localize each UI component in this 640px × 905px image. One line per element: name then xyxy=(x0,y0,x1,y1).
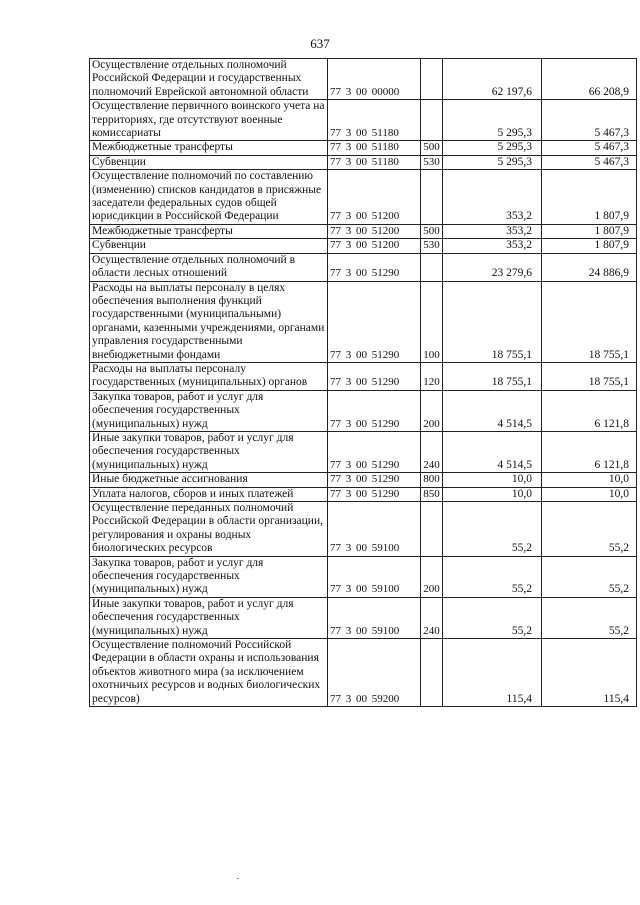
target-article-code: 77 3 00 59100 xyxy=(330,583,400,596)
row-amount-year1-cell: 62 197,6 xyxy=(443,59,542,100)
row-amount-year1-cell: 23 279,6 xyxy=(443,253,542,281)
row-name-cell: Расходы на выплаты персоналу в целях обеспечения выполнения функций государственными (муниципальными) органами, казенными учреждениями, органами управления государственными внебюджетными фондами xyxy=(90,281,328,362)
row-amount-year2-cell: 55,2 xyxy=(542,597,637,638)
row-amount-year1-cell: 55,2 xyxy=(443,502,542,557)
target-article-code: 77 3 00 51290 xyxy=(330,417,400,430)
row-code-cell xyxy=(328,502,421,557)
row-amount-year1-cell: 55,2 xyxy=(443,597,542,638)
row-code-cell xyxy=(328,170,421,225)
target-article-code: 77 3 00 51290 xyxy=(330,487,400,500)
row-name-cell: Осуществление переданных полномочий Российской Федерации в области организации, регулирования и охраны водных биологических ресурсов xyxy=(90,502,328,557)
table-row xyxy=(90,59,637,100)
row-name-cell: Иные закупки товаров, работ и услуг для обеспечения государственных (муниципальных) нужд xyxy=(90,597,328,638)
row-expense-type-cell: 500 xyxy=(421,141,443,155)
row-amount-year1-cell: 353,2 xyxy=(443,170,542,225)
row-amount-year2-cell: 115,4 xyxy=(542,639,637,707)
row-expense-type-cell xyxy=(421,100,443,141)
row-expense-type-cell xyxy=(421,59,443,100)
target-article-code: 77 3 00 51180 xyxy=(330,141,399,154)
row-name-cell: Осуществление первичного воинского учета на территориях, где отсутствуют военные комиссариаты xyxy=(90,100,328,141)
row-name-cell: Расходы на выплаты персоналу государственных (муниципальных) органов xyxy=(90,362,328,390)
target-article-code: 77 3 00 51200 xyxy=(330,224,400,237)
row-amount-year2-cell: 24 886,9 xyxy=(542,253,637,281)
row-code-cell xyxy=(328,100,421,141)
row-code-cell xyxy=(328,155,421,169)
row-name-cell: Закупка товаров, работ и услуг для обеспечения государственных (муниципальных) нужд xyxy=(90,390,328,431)
row-amount-year1-cell: 18 755,1 xyxy=(443,281,542,362)
row-amount-year2-cell: 1 807,9 xyxy=(542,170,637,225)
row-name-cell: Субвенции xyxy=(90,239,328,253)
row-amount-year1-cell: 4 514,5 xyxy=(443,390,542,431)
row-amount-year2-cell: 10,0 xyxy=(542,473,637,487)
table-row xyxy=(90,390,637,431)
row-name-cell: Осуществление полномочий по составлению (изменению) списков кандидатов в присяжные заседатели федеральных судов общей юрисдикции в Российской Федерации xyxy=(90,170,328,225)
row-code-cell xyxy=(328,431,421,472)
target-article-code: 77 3 00 51290 xyxy=(330,458,400,471)
row-amount-year2-cell: 5 467,3 xyxy=(542,141,637,155)
row-code-cell xyxy=(328,362,421,390)
row-amount-year1-cell: 10,0 xyxy=(443,487,542,501)
row-expense-type-cell: 120 xyxy=(421,362,443,390)
row-amount-year2-cell: 5 467,3 xyxy=(542,155,637,169)
row-name-cell: Иные закупки товаров, работ и услуг для обеспечения государственных (муниципальных) нужд xyxy=(90,431,328,472)
table-row xyxy=(90,639,637,707)
row-amount-year2-cell: 55,2 xyxy=(542,556,637,597)
row-amount-year2-cell: 6 121,8 xyxy=(542,390,637,431)
row-amount-year1-cell: 18 755,1 xyxy=(443,362,542,390)
row-code-cell xyxy=(328,473,421,487)
row-code-cell xyxy=(328,487,421,501)
row-expense-type-cell: 500 xyxy=(421,224,443,238)
row-amount-year1-cell: 4 514,5 xyxy=(443,431,542,472)
row-amount-year2-cell: 66 208,9 xyxy=(542,59,637,100)
target-article-code: 77 3 00 51200 xyxy=(330,210,400,223)
row-expense-type-cell xyxy=(421,253,443,281)
row-code-cell xyxy=(328,141,421,155)
row-code-cell xyxy=(328,597,421,638)
row-expense-type-cell xyxy=(421,502,443,557)
row-name-cell: Субвенции xyxy=(90,155,328,169)
table-row xyxy=(90,141,637,155)
row-code-cell xyxy=(328,224,421,238)
table-row xyxy=(90,362,637,390)
row-expense-type-cell: 240 xyxy=(421,597,443,638)
target-article-code: 77 3 00 59200 xyxy=(330,692,400,705)
row-code-cell xyxy=(328,556,421,597)
row-code-cell xyxy=(328,281,421,362)
table-row xyxy=(90,239,637,253)
table-row xyxy=(90,100,637,141)
row-amount-year2-cell: 10,0 xyxy=(542,487,637,501)
row-name-cell: Осуществление отдельных полномочий в области лесных отношений xyxy=(90,253,328,281)
row-amount-year1-cell: 353,2 xyxy=(443,224,542,238)
table-row xyxy=(90,253,637,281)
target-article-code: 77 3 00 51290 xyxy=(330,348,400,361)
table-row xyxy=(90,155,637,169)
target-article-code: 77 3 00 59100 xyxy=(330,624,400,637)
row-expense-type-cell xyxy=(421,170,443,225)
row-expense-type-cell: 850 xyxy=(421,487,443,501)
row-code-cell xyxy=(328,239,421,253)
row-name-cell: Уплата налогов, сборов и иных платежей xyxy=(90,487,328,501)
target-article-code: 77 3 00 51290 xyxy=(330,376,400,389)
table-row xyxy=(90,170,637,225)
table-row xyxy=(90,281,637,362)
row-expense-type-cell: 800 xyxy=(421,473,443,487)
table-row xyxy=(90,487,637,501)
table-row xyxy=(90,473,637,487)
table-row xyxy=(90,502,637,557)
scan-speck xyxy=(237,878,239,879)
row-expense-type-cell: 530 xyxy=(421,155,443,169)
table-row xyxy=(90,597,637,638)
row-amount-year2-cell: 1 807,9 xyxy=(542,224,637,238)
row-amount-year2-cell: 6 121,8 xyxy=(542,431,637,472)
row-amount-year1-cell: 10,0 xyxy=(443,473,542,487)
row-amount-year2-cell: 18 755,1 xyxy=(542,281,637,362)
table-row xyxy=(90,431,637,472)
row-expense-type-cell: 530 xyxy=(421,239,443,253)
row-expense-type-cell: 200 xyxy=(421,390,443,431)
row-expense-type-cell xyxy=(421,639,443,707)
row-code-cell xyxy=(328,59,421,100)
row-name-cell: Осуществление полномочий Российской Федерации в области охраны и использования объектов животного мира (за исключением охотничьих ресурсов и водных биологических ресурсов) xyxy=(90,639,328,707)
row-amount-year2-cell: 1 807,9 xyxy=(542,239,637,253)
table-row xyxy=(90,556,637,597)
row-name-cell: Межбюджетные трансферты xyxy=(90,141,328,155)
row-name-cell: Иные бюджетные ассигнования xyxy=(90,473,328,487)
row-amount-year1-cell: 55,2 xyxy=(443,556,542,597)
target-article-code: 77 3 00 59100 xyxy=(330,542,400,555)
target-article-code: 77 3 00 51180 xyxy=(330,127,399,140)
row-amount-year1-cell: 353,2 xyxy=(443,239,542,253)
row-expense-type-cell: 200 xyxy=(421,556,443,597)
row-amount-year2-cell: 18 755,1 xyxy=(542,362,637,390)
target-article-code: 77 3 00 51290 xyxy=(330,267,400,280)
row-amount-year1-cell: 115,4 xyxy=(443,639,542,707)
budget-table xyxy=(89,58,637,707)
target-article-code: 77 3 00 51200 xyxy=(330,239,400,252)
row-code-cell xyxy=(328,639,421,707)
row-code-cell xyxy=(328,390,421,431)
row-amount-year2-cell: 5 467,3 xyxy=(542,100,637,141)
row-amount-year1-cell: 5 295,3 xyxy=(443,141,542,155)
table-row xyxy=(90,224,637,238)
row-name-cell: Осуществление отдельных полномочий Российской Федерации и государственных полномочий Еврейской автономной области xyxy=(90,59,328,100)
target-article-code: 77 3 00 00000 xyxy=(330,85,400,98)
row-expense-type-cell: 240 xyxy=(421,431,443,472)
row-code-cell xyxy=(328,253,421,281)
target-article-code: 77 3 00 51180 xyxy=(330,155,399,168)
page-number: 637 xyxy=(310,36,330,51)
row-name-cell: Межбюджетные трансферты xyxy=(90,224,328,238)
budget-table-body xyxy=(90,59,637,707)
target-article-code: 77 3 00 51290 xyxy=(330,473,400,486)
row-expense-type-cell: 100 xyxy=(421,281,443,362)
row-amount-year1-cell: 5 295,3 xyxy=(443,100,542,141)
row-amount-year2-cell: 55,2 xyxy=(542,502,637,557)
row-name-cell: Закупка товаров, работ и услуг для обеспечения государственных (муниципальных) нужд xyxy=(90,556,328,597)
row-amount-year1-cell: 5 295,3 xyxy=(443,155,542,169)
